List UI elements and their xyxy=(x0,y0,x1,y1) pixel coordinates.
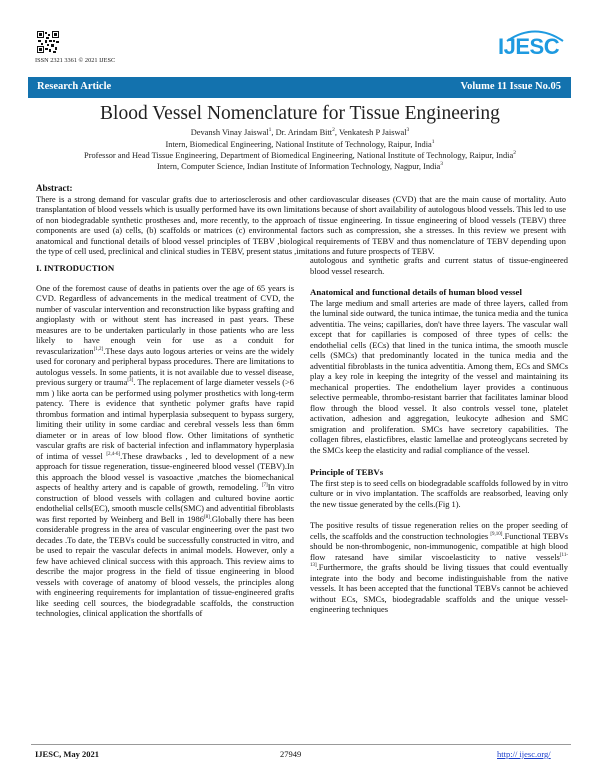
citation-ref: [8] xyxy=(203,514,210,520)
abstract-heading: Abstract: xyxy=(36,183,73,193)
issn-text: ISSN 2321 3361 © 2021 IJESC xyxy=(35,57,116,64)
text-run: One of the foremost cause of deaths in patients over the age of 65 years is CVD. Regardless of advancements in the medical treatment of CVD, the number of vascular intervention and reconstruction like bypass grafting and angioplasty with or without stent has increased in past years. These measures are to be undertaken particularly in those patients who are less likely to have enough vein for use as a conduit for revascularization xyxy=(36,282,294,356)
citation-ref: [2,4-6] xyxy=(106,451,121,457)
page-title: Blood Vessel Nomenclature for Tissue Engineering xyxy=(100,103,500,124)
citation-ref: [3] xyxy=(127,378,134,384)
citation-ref: [9,10] xyxy=(490,531,503,537)
principle-text-1: The first step is to seed cells on biodegradable scaffolds followed by in vitro culture or in vivo implantation. The scaffolds are reabsorbed, leaving only the new tissue generated by the cells.(Fig 1). xyxy=(310,477,568,509)
text-run: . The replacement of large diameter vessels (>6 mm ) like aorta can be performed using polymer prosthetics with long-term patency. There is evidence that synthetic polymer grafts have rapid thrombus formation and intimal hyperplasia subsequent to bypass surgery, limiting their utility in some cardiac and cerebral vessels less than 6mm diameter or in areas of low blood flow. Other limitations of synthetic vascular grafts are risk of bacterial infection and inflammatory hyperplasia of intima of vessel xyxy=(36,377,294,461)
text-run: In vitro construction of blood vessels with collagen and cultured bovine aortic endothelial cells(EC), smooth muscle cells(SMC) and adventitial fibroblasts was first reported by Weinberg and Bell in 1986 xyxy=(36,482,294,524)
introduction-text xyxy=(36,283,294,619)
author-line: Devansh Vinay Jaiswal$^1$, Dr. Arindam Bitt$^2$, Venkatesh P Jaiswal$^3$ xyxy=(190,127,410,137)
author: Dr. Arindam Bitt xyxy=(275,127,333,137)
citation-ref: [7] xyxy=(261,483,268,489)
text-run: .These days auto logous arteries or veins are the widely used for coronary and peripheral bypass procedures. There are limitations to autologus vessels. In some patients, it is not available due to vessel disease, previous surgery or trauma xyxy=(36,345,294,387)
intro-continuation: autologous and synthetic grafts and current status of tissue-engineered blood vessel research. xyxy=(310,255,568,276)
author: Venkatesh P Jaiswal xyxy=(338,127,407,137)
qr-code-icon xyxy=(37,31,59,53)
journal-logo: IJESC xyxy=(498,34,560,59)
right-column xyxy=(310,255,568,615)
affiliation-2: Professor and Head Tissue Engineering, Department of Biomedical Engineering, National Institute of Technology, Raipur, India$^2$ xyxy=(84,150,516,160)
abstract-text: There is a strong demand for vascular grafts due to arteriosclerosis and other cardiovascular diseases (CVD) that are the main cause of mortality. Auto transplantation of blood vessels which is usually performed have its own limitations because of short availability of autologous blood vessels. This led to use of non biodegradable synthetic prostheses and, more recently, to the approach of tissue engineering. In tissue engineering of blood vessels (TEBV) three components are used (a) cells, (b) scaffolds or matrices (c) environmental factors such as compression, she a stresses. In this review we present with anatomical and functional details of blood vessel principles of TEBV ,biological requirements of TEBV and thus nomenclature of TEBV depending upon the type of cell used, preclinical and clinical studies in TEBV, present status ,imitations and future prospects of TEBV. xyxy=(36,194,566,257)
section-heading-principle: Principle of TEBVs xyxy=(310,467,384,477)
footer-journal-date: IJESC, May 2021 xyxy=(35,749,99,759)
text-run: The positive results of tissue regeneration relies on the proper seeding of cells, the scaffolds and the construction technologies xyxy=(310,520,568,541)
text-run: .Globally there has been considerable progress in the area of vascular engineering over the past two decades .To date, the TEBVs could be successfully constructed in vitro, and be used to repair the vascular defects in animal models. However, only a few have achieved clinical success with this approach. This review aims to describe the major progress in the field of tissue engineering in blood vessels with coverage of anatomy of blood vessels, the principles along with engineering requirements for implantation of tissue-engineered grafts like seeding cell sources, the biodegradable scaffolds, the construction technologies, clinical application the shortfalls of xyxy=(36,513,294,618)
citation-ref: [1,2] xyxy=(93,346,104,352)
anatomy-text: The large medium and small arteries are made of three layers, called from the luminal side outward, the tunica intimae, the tunica media and the tunica adventitia. The veins; capillaries, don't have three layers. The vascular wall except that for capillaries is composed of three types of cells: the endothelial cells (ECs) that lined in the tunica intima, the smooth muscle cells (SMCs) that predominantly located in the tunica media and the adventitial fibroblasts in the tunica adventitia. Among them, ECs and SMCs play a key role in keeping the integrity of the vessel and maintaining its mechanical properties. The endothelium layer provides a continuous selective permeable, thrombo-resistant barrier that facilitates laminar blood flow through the blood vessel. It also controls vessel tone, platelet activation, adhesion and aggregation, leukocyte adhesion and SMC smigration and proliferation. SMCs have secretory capabilities. The collagen fibres, elasticfibres, elastic lamellae and proteoglycans secreted by the SMCs keep the elasticity and radial compliance of the vessel. xyxy=(310,297,568,455)
journal-website-link[interactable]: http:// ijesc.org/ xyxy=(497,749,551,759)
article-type: Research Article xyxy=(37,81,112,92)
affiliation-3: Intern, Computer Science, Indian Institute of Information Technology, Nagpur, India$^3$ xyxy=(156,161,444,171)
citation-ref: [11-13] xyxy=(310,552,568,569)
section-heading-introduction: I. INTRODUCTION xyxy=(36,263,115,273)
affiliation-1: Intern, Biomedical Engineering, National Institute of Technology, Raipur, India$^1$ xyxy=(165,139,435,149)
text-run: .Furthermore, the grafts should be living tissues that could eventually integrate into the body and become indistinguishable from the native vessels. It has been accepted that the functional TEBVs cannot be achieved without ECs, SMCs, biodegradable scaffolds and the unique vessel-engineering techniques xyxy=(310,562,568,614)
text-run: .These drawbacks , led to development of a new approach for tissue regeneration, tissue-engineered blood vessel (TEBV).In this approach the blood vessel is vasoactive ,matches the biomechanical aspects of healthy artery and is capable of growth, remodeling. xyxy=(36,450,294,492)
page-number: 27949 xyxy=(280,749,302,759)
principle-text-2 xyxy=(310,520,568,615)
left-column xyxy=(36,263,294,619)
author: Devansh Vinay Jaiswal xyxy=(190,127,269,137)
section-heading-anatomy: Anatomical and functional details of human blood vessel xyxy=(310,287,522,297)
footer-divider xyxy=(31,744,571,745)
text-run: .Functional TEBVs should be non-thrombogenic, non-immunogenic, compatible at high blood flow ratesand have similar viscoelasticity to native vessels xyxy=(310,530,569,562)
article-banner xyxy=(28,77,571,98)
volume-issue: Volume 11 Issue No.05 xyxy=(460,81,561,92)
